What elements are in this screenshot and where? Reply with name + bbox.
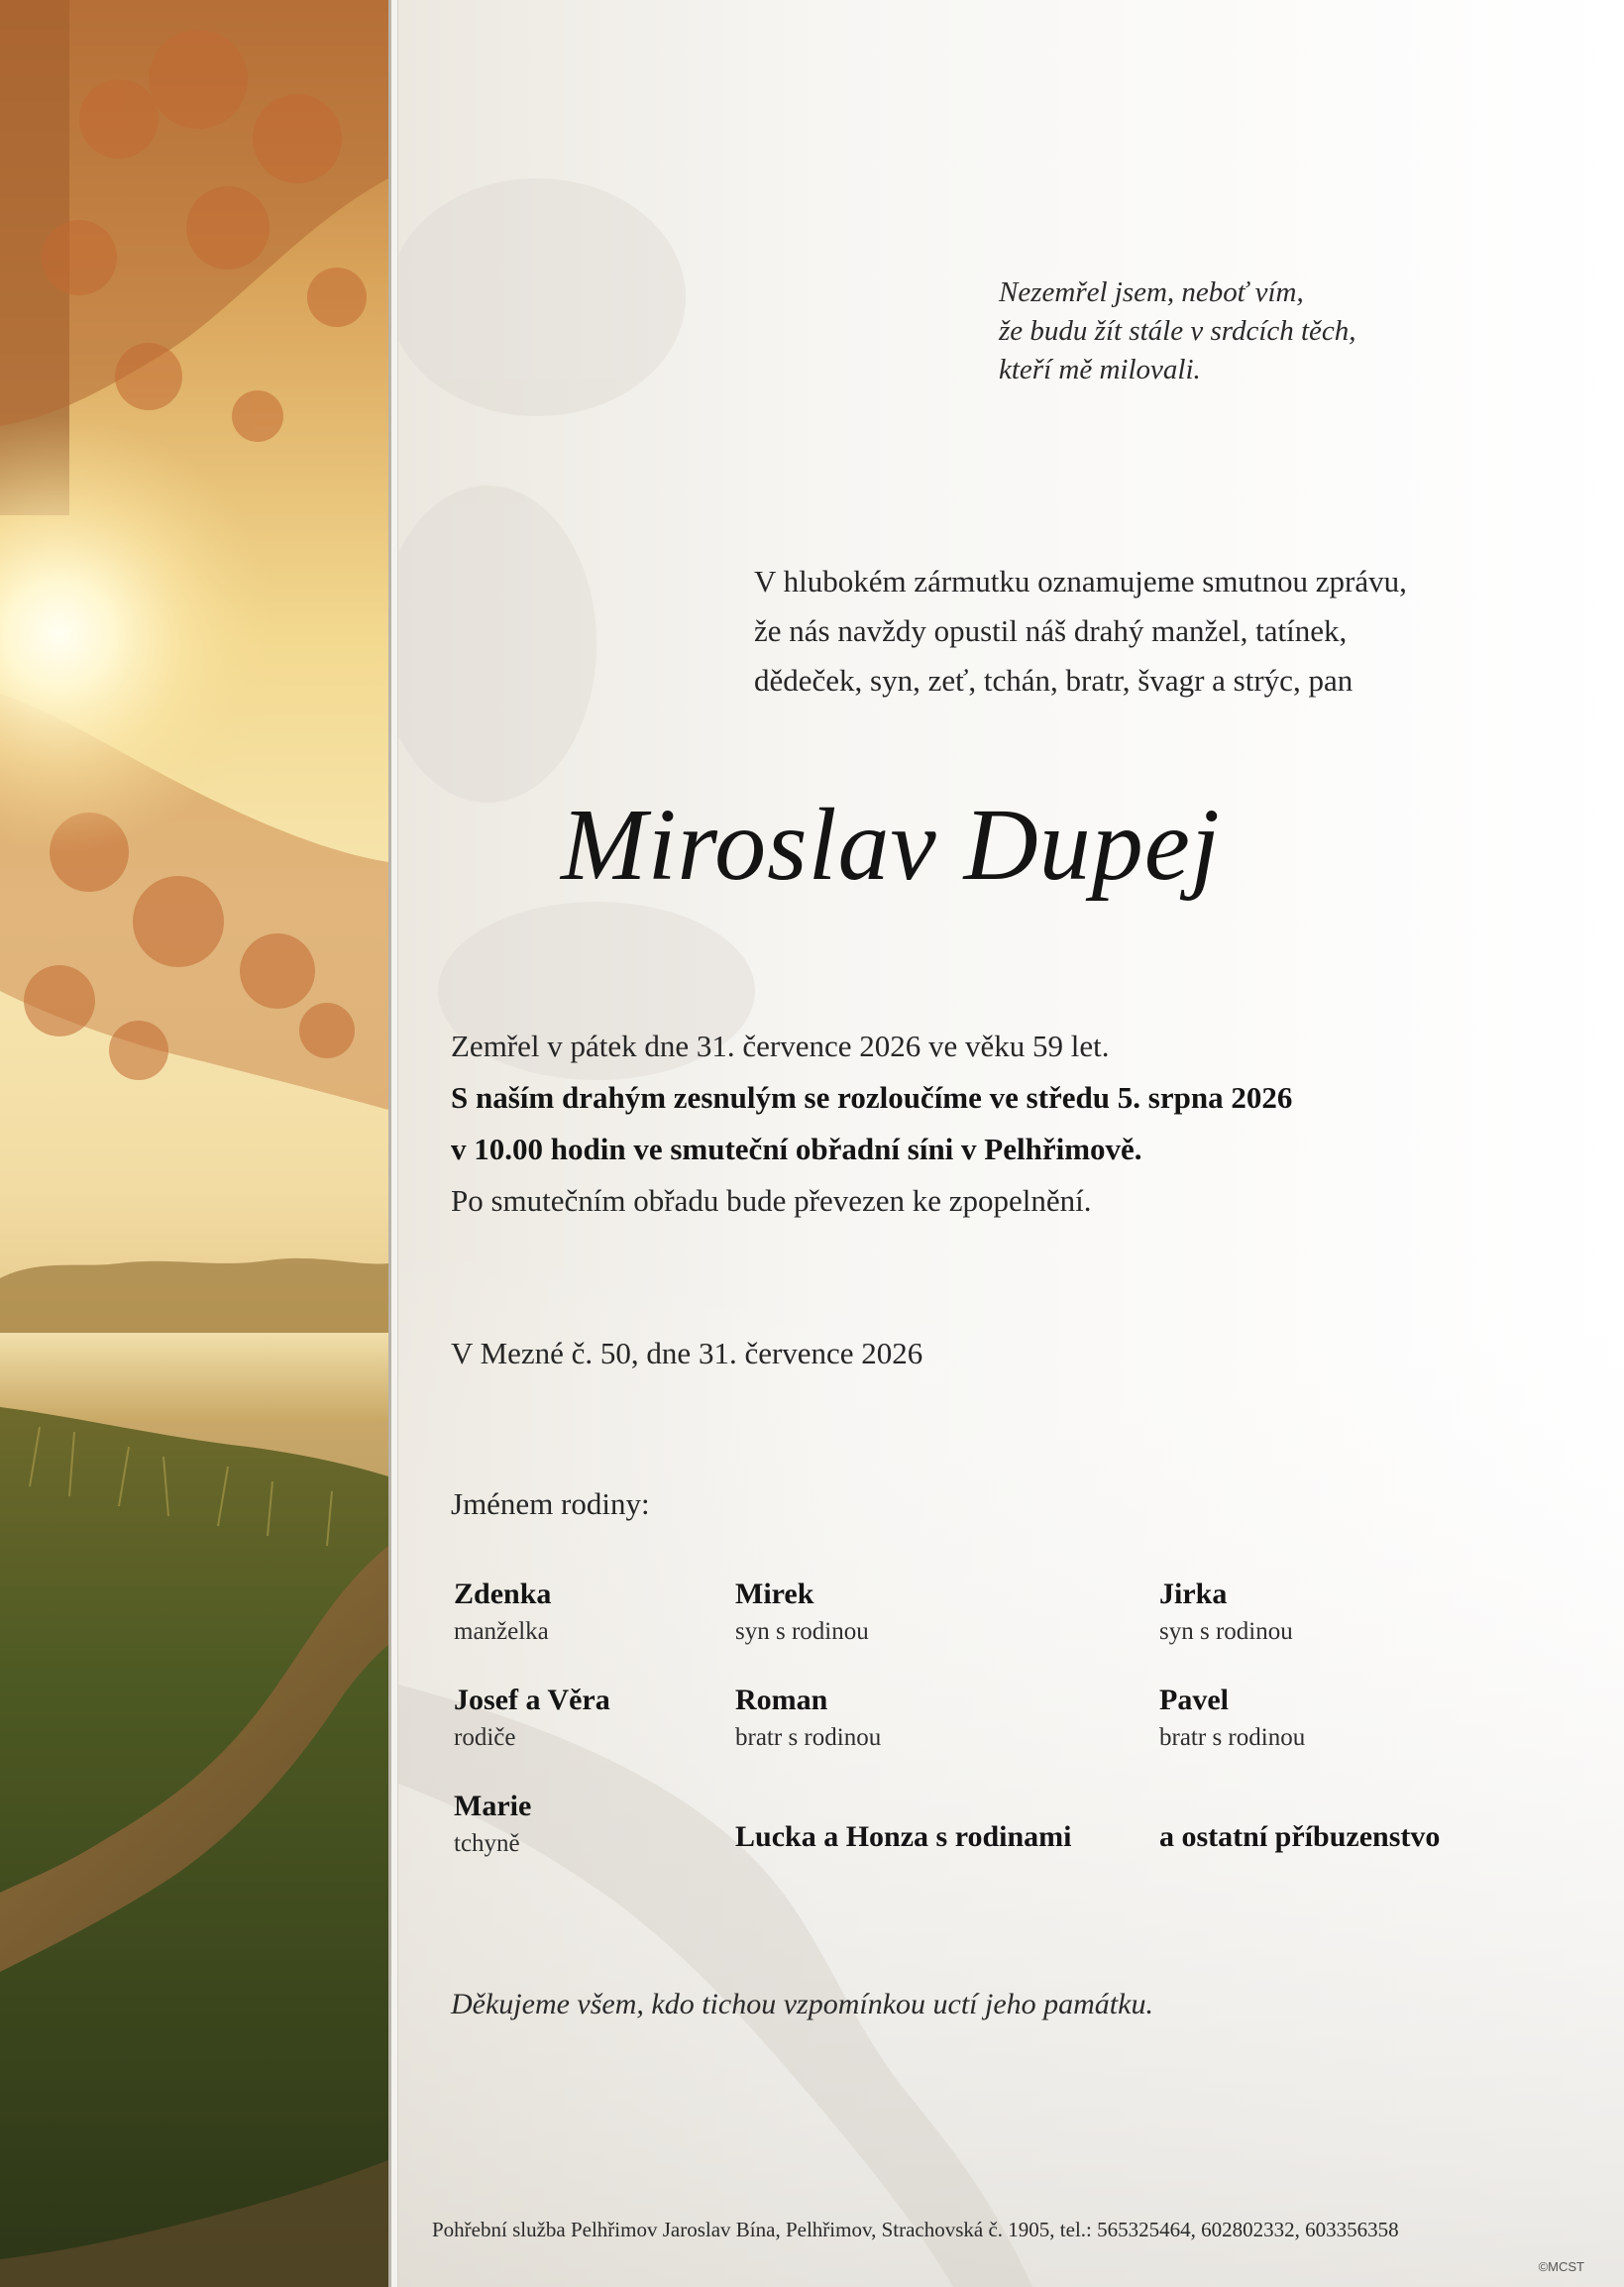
announcement-line: dědeček, syn, zeť, tchán, bratr, švagr a strýc, pan — [754, 663, 1353, 698]
mourner-name: Zdenka — [454, 1578, 552, 1610]
family-intro: Jménem rodiny: — [451, 1486, 650, 1521]
mourner-relation: bratr s rodinou — [1159, 1724, 1306, 1751]
announcement-text — [754, 557, 1407, 706]
mourner-relation: rodiče — [454, 1724, 516, 1751]
copyright-mark: ©MCST — [1538, 2259, 1584, 2274]
death-info: Zemřel v pátek dne 31. července 2026 ve věku 59 let. — [451, 1029, 1110, 1063]
motto-line: kteří mě milovali. — [999, 354, 1201, 385]
mourner-name: Lucka a Honza s rodinami — [735, 1820, 1072, 1853]
mourner-entry — [1159, 1818, 1440, 1856]
farewell-time-place: v 10.00 hodin ve smuteční obřadní síni v Pelhřimově. — [451, 1132, 1142, 1166]
mourner-name: Mirek — [735, 1578, 814, 1610]
announcement-line: že nás navždy opustil náš drahý manžel, tatínek, — [754, 613, 1348, 648]
motto-line: že budu žít stále v srdcích těch, — [999, 315, 1356, 347]
mourner-entry — [454, 1682, 610, 1757]
mourner-entry — [735, 1576, 869, 1651]
mourner-entry — [1159, 1682, 1305, 1757]
mourner-entry — [735, 1682, 881, 1757]
mourner-name: a ostatní příbuzenstvo — [1159, 1820, 1441, 1853]
mourner-name: Roman — [735, 1684, 828, 1716]
mourner-entry — [454, 1576, 551, 1651]
mourner-name: Pavel — [1159, 1684, 1229, 1716]
mourner-entry — [735, 1818, 1072, 1856]
mourner-name: Marie — [454, 1790, 532, 1822]
place-and-date: V Mezné č. 50, dne 31. července 2026 — [451, 1336, 923, 1370]
cremation-info: Po smutečním obřadu bude převezen ke zpopelnění. — [451, 1183, 1092, 1218]
mourner-relation: manželka — [454, 1618, 549, 1645]
announcement-line: V hlubokém zármutku oznamujeme smutnou zprávu, — [754, 564, 1407, 599]
motto-quote — [999, 273, 1356, 389]
mourner-entry — [1159, 1576, 1293, 1651]
mourner-entry — [454, 1788, 531, 1863]
deceased-name: Miroslav Dupej — [561, 788, 1221, 902]
mourner-relation: syn s rodinou — [1159, 1618, 1293, 1645]
mourner-name: Jirka — [1159, 1578, 1228, 1610]
farewell-info: S naším drahým zesnulým se rozloučíme ve středu 5. srpna 2026 — [451, 1080, 1293, 1115]
mourner-relation: syn s rodinou — [735, 1618, 869, 1645]
mourner-relation: bratr s rodinou — [735, 1724, 882, 1751]
thanks-note: Děkujeme všem, kdo tichou vzpomínkou uctí jeho památku. — [451, 1988, 1153, 2020]
mourner-relation: tchyně — [454, 1830, 520, 1857]
motto-line: Nezemřel jsem, neboť vím, — [999, 276, 1304, 308]
funeral-service-footer: Pohřební služba Pelhřimov Jaroslav Bína, Pelhřimov, Strachovská č. 1905, tel.: 565325464, 602802332, 603356358 — [432, 2218, 1399, 2241]
mourner-name: Josef a Věra — [454, 1684, 610, 1716]
funeral-details — [451, 1021, 1292, 1227]
